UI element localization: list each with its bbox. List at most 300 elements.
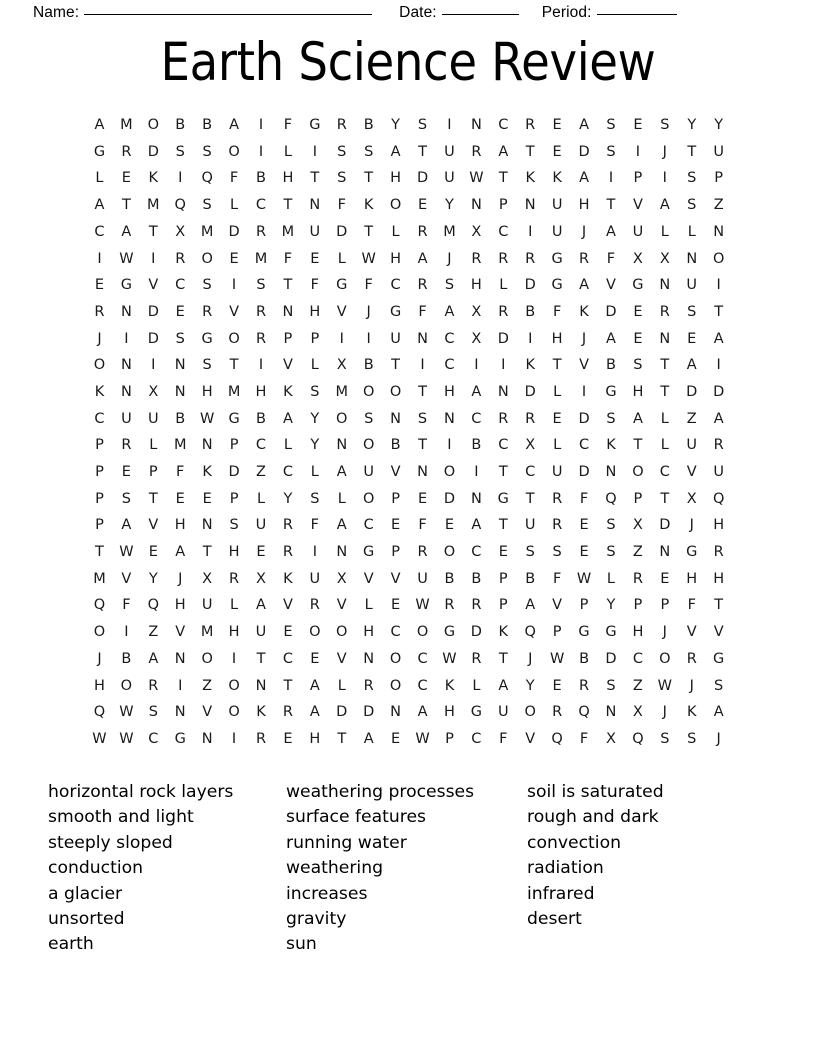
word-list-item[interactable]: increases	[286, 883, 368, 904]
grid-cell[interactable]: P	[229, 490, 239, 507]
grid-cell[interactable]: S	[687, 197, 697, 214]
grid-cell[interactable]: R	[552, 490, 563, 507]
grid-cell[interactable]: E	[310, 650, 320, 667]
grid-cell[interactable]: A	[94, 117, 105, 134]
grid-cell[interactable]: E	[552, 677, 562, 694]
grid-cell[interactable]: H	[713, 570, 725, 587]
grid-cell[interactable]: Y	[148, 570, 158, 587]
grid-cell[interactable]: O	[659, 650, 671, 667]
grid-cell[interactable]: R	[713, 437, 724, 454]
grid-cell[interactable]: Y	[310, 437, 320, 454]
grid-cell[interactable]: F	[364, 277, 373, 294]
grid-cell[interactable]: H	[228, 544, 240, 561]
grid-cell[interactable]: O	[309, 624, 321, 641]
grid-cell[interactable]: J	[447, 250, 452, 267]
grid-cell[interactable]: T	[337, 730, 347, 747]
grid-cell[interactable]: D	[578, 143, 590, 160]
grid-cell[interactable]: M	[200, 624, 214, 641]
grid-cell[interactable]: S	[202, 143, 212, 160]
grid-cell[interactable]: Y	[283, 490, 293, 507]
grid-cell[interactable]: D	[416, 170, 429, 187]
grid-cell[interactable]: O	[443, 464, 456, 481]
grid-cell[interactable]: C	[471, 730, 482, 747]
grid-cell[interactable]: O	[712, 250, 725, 267]
grid-cell[interactable]: T	[418, 143, 427, 160]
grid-cell[interactable]: E	[202, 490, 212, 507]
grid-cell[interactable]: R	[255, 303, 267, 320]
grid-cell[interactable]: A	[579, 170, 590, 187]
grid-cell[interactable]: C	[390, 277, 401, 294]
grid-cell[interactable]: L	[472, 677, 481, 694]
grid-cell[interactable]: T	[552, 357, 562, 374]
grid-cell[interactable]: O	[389, 677, 402, 694]
grid-cell[interactable]: O	[336, 410, 348, 427]
grid-cell[interactable]: Z	[713, 197, 724, 214]
grid-cell[interactable]: G	[578, 624, 590, 641]
grid-cell[interactable]: L	[553, 383, 562, 400]
grid-cell[interactable]: J	[97, 650, 102, 667]
grid-cell[interactable]: V	[336, 597, 347, 614]
grid-cell[interactable]: N	[255, 677, 267, 694]
grid-cell[interactable]: A	[713, 410, 724, 427]
grid-cell[interactable]: E	[391, 597, 401, 614]
grid-cell[interactable]: I	[151, 357, 156, 374]
grid-cell[interactable]: T	[714, 303, 724, 320]
grid-cell[interactable]: W	[549, 650, 565, 667]
word-list-item[interactable]: convection	[527, 832, 621, 853]
grid-cell[interactable]: S	[417, 117, 428, 134]
grid-cell[interactable]: U	[444, 170, 455, 187]
grid-cell[interactable]: C	[471, 544, 482, 561]
grid-cell[interactable]: H	[632, 383, 644, 400]
grid-cell[interactable]: S	[687, 730, 697, 747]
grid-cell[interactable]: A	[148, 650, 159, 667]
grid-cell[interactable]: A	[336, 517, 347, 534]
grid-cell[interactable]: H	[282, 170, 294, 187]
grid-cell[interactable]: Q	[712, 490, 725, 507]
grid-cell[interactable]: W	[576, 570, 592, 587]
grid-cell[interactable]: N	[201, 437, 213, 454]
grid-cell[interactable]: A	[632, 410, 643, 427]
grid-cell[interactable]: G	[686, 544, 698, 561]
grid-cell[interactable]: P	[283, 330, 293, 347]
grid-cell[interactable]: H	[551, 330, 563, 347]
grid-cell[interactable]: C	[363, 517, 374, 534]
grid-cell[interactable]: F	[310, 517, 319, 534]
grid-cell[interactable]: Q	[174, 197, 186, 214]
grid-cell[interactable]: N	[605, 704, 617, 721]
grid-cell[interactable]: J	[581, 330, 587, 347]
grid-cell[interactable]: B	[444, 570, 455, 587]
grid-cell[interactable]: E	[256, 544, 266, 561]
grid-cell[interactable]: D	[686, 383, 698, 400]
grid-cell[interactable]: D	[443, 490, 456, 507]
grid-cell[interactable]: W	[415, 730, 430, 747]
grid-cell[interactable]: I	[178, 677, 183, 694]
grid-cell[interactable]: O	[93, 624, 106, 641]
grid-cell[interactable]: C	[255, 437, 267, 454]
grid-cell[interactable]: U	[121, 410, 132, 427]
grid-cell[interactable]: E	[175, 490, 185, 507]
grid-cell[interactable]: R	[94, 303, 105, 320]
grid-cell[interactable]: E	[121, 464, 131, 481]
grid-cell[interactable]: S	[606, 677, 616, 694]
grid-cell[interactable]: H	[443, 704, 455, 721]
grid-cell[interactable]: R	[282, 544, 293, 561]
grid-cell[interactable]: F	[337, 197, 346, 214]
grid-cell[interactable]: S	[552, 544, 562, 561]
grid-cell[interactable]: W	[415, 597, 430, 614]
grid-cell[interactable]: A	[713, 330, 724, 347]
grid-cell[interactable]: P	[391, 544, 400, 561]
grid-cell[interactable]: J	[689, 677, 694, 694]
grid-cell[interactable]: E	[391, 730, 401, 747]
grid-cell[interactable]: N	[120, 303, 132, 320]
grid-cell[interactable]: U	[417, 570, 428, 587]
grid-cell[interactable]: H	[309, 303, 321, 320]
grid-cell[interactable]: T	[525, 143, 535, 160]
grid-cell[interactable]: C	[659, 464, 670, 481]
word-list-item[interactable]: running water	[286, 832, 407, 853]
grid-cell[interactable]: B	[175, 410, 186, 427]
grid-cell[interactable]: V	[121, 570, 132, 587]
grid-cell[interactable]: N	[363, 650, 375, 667]
word-list-item[interactable]: gravity	[286, 909, 347, 930]
grid-cell[interactable]: O	[336, 624, 348, 641]
grid-cell[interactable]: A	[309, 677, 320, 694]
grid-cell[interactable]: B	[471, 570, 482, 587]
grid-cell[interactable]: S	[202, 197, 212, 214]
grid-cell[interactable]: V	[579, 357, 590, 374]
grid-cell[interactable]: C	[175, 277, 186, 294]
grid-cell[interactable]: R	[175, 250, 186, 267]
grid-cell[interactable]: I	[447, 117, 452, 134]
grid-cell[interactable]: W	[199, 410, 215, 427]
grid-cell[interactable]: T	[498, 517, 508, 534]
grid-cell[interactable]: H	[309, 730, 321, 747]
grid-cell[interactable]: S	[256, 277, 266, 294]
grid-cell[interactable]: U	[390, 330, 401, 347]
grid-cell[interactable]: V	[390, 464, 401, 481]
grid-cell[interactable]: N	[659, 330, 671, 347]
grid-cell[interactable]: A	[444, 303, 455, 320]
grid-cell[interactable]: T	[660, 490, 670, 507]
grid-cell[interactable]: L	[310, 464, 319, 481]
grid-cell[interactable]: A	[686, 357, 697, 374]
grid-cell[interactable]: X	[686, 490, 697, 507]
grid-cell[interactable]: C	[417, 677, 428, 694]
grid-cell[interactable]: U	[309, 570, 321, 587]
grid-cell[interactable]: T	[148, 223, 158, 240]
grid-cell[interactable]: N	[336, 544, 348, 561]
grid-cell[interactable]: C	[282, 464, 293, 481]
grid-cell[interactable]: F	[552, 303, 562, 320]
grid-cell[interactable]: P	[498, 197, 508, 214]
grid-cell[interactable]: X	[336, 357, 347, 374]
grid-cell[interactable]: M	[254, 250, 268, 267]
grid-cell[interactable]: L	[95, 170, 104, 187]
grid-cell[interactable]: X	[606, 730, 616, 747]
grid-cell[interactable]: V	[336, 303, 347, 320]
grid-cell[interactable]: E	[633, 303, 643, 320]
grid-cell[interactable]: I	[124, 330, 129, 347]
grid-cell[interactable]: I	[231, 730, 237, 747]
grid-cell[interactable]: T	[364, 170, 374, 187]
grid-cell[interactable]: P	[95, 517, 104, 534]
grid-cell[interactable]: I	[474, 464, 479, 481]
grid-cell[interactable]: I	[447, 437, 452, 454]
grid-cell[interactable]: D	[713, 383, 725, 400]
grid-cell[interactable]: G	[363, 544, 375, 561]
grid-cell[interactable]: S	[148, 704, 158, 721]
grid-cell[interactable]: W	[361, 250, 376, 267]
grid-cell[interactable]: R	[552, 517, 563, 534]
grid-cell[interactable]: L	[660, 410, 669, 427]
grid-cell[interactable]: F	[552, 570, 562, 587]
grid-cell[interactable]: D	[578, 464, 590, 481]
grid-cell[interactable]: R	[498, 303, 509, 320]
grid-cell[interactable]: W	[119, 250, 134, 267]
grid-cell[interactable]: U	[524, 517, 536, 534]
grid-cell[interactable]: R	[686, 650, 697, 667]
grid-cell[interactable]: P	[633, 490, 643, 507]
grid-cell[interactable]: T	[606, 197, 616, 214]
grid-cell[interactable]: P	[552, 624, 562, 641]
grid-cell[interactable]: S	[606, 517, 616, 534]
grid-cell[interactable]: V	[525, 730, 536, 747]
grid-cell[interactable]: S	[417, 410, 428, 427]
grid-cell[interactable]: E	[283, 624, 293, 641]
grid-cell[interactable]: H	[686, 570, 698, 587]
grid-cell[interactable]: I	[151, 250, 156, 267]
grid-cell[interactable]: A	[390, 143, 401, 160]
grid-cell[interactable]: R	[471, 650, 482, 667]
grid-cell[interactable]: I	[608, 170, 614, 187]
grid-cell[interactable]: J	[689, 517, 694, 534]
grid-cell[interactable]: Q	[93, 597, 106, 614]
grid-cell[interactable]: Q	[605, 490, 617, 507]
grid-cell[interactable]: A	[175, 544, 186, 561]
grid-cell[interactable]: D	[605, 303, 617, 320]
grid-cell[interactable]: R	[309, 597, 320, 614]
grid-cell[interactable]: N	[174, 383, 186, 400]
grid-cell[interactable]: O	[443, 544, 456, 561]
grid-cell[interactable]: R	[255, 730, 267, 747]
grid-cell[interactable]: I	[258, 117, 264, 134]
grid-cell[interactable]: C	[632, 650, 643, 667]
grid-cell[interactable]: L	[230, 597, 239, 614]
grid-cell[interactable]: F	[418, 517, 427, 534]
grid-cell[interactable]: N	[470, 117, 482, 134]
grid-cell[interactable]: A	[498, 143, 509, 160]
grid-cell[interactable]: R	[498, 250, 509, 267]
grid-cell[interactable]: U	[497, 704, 509, 721]
grid-cell[interactable]: U	[686, 277, 698, 294]
grid-cell[interactable]: O	[389, 197, 402, 214]
grid-cell[interactable]: M	[147, 197, 160, 214]
grid-cell[interactable]: A	[659, 197, 670, 214]
grid-cell[interactable]: X	[471, 303, 482, 320]
grid-cell[interactable]: H	[255, 383, 267, 400]
grid-cell[interactable]: I	[231, 277, 237, 294]
grid-cell[interactable]: I	[258, 357, 264, 374]
grid-cell[interactable]: R	[202, 303, 213, 320]
grid-cell[interactable]: I	[501, 357, 506, 374]
grid-cell[interactable]: A	[282, 410, 293, 427]
grid-cell[interactable]: T	[256, 650, 266, 667]
grid-cell[interactable]: S	[606, 410, 616, 427]
grid-cell[interactable]: I	[528, 223, 533, 240]
grid-cell[interactable]: Q	[201, 170, 213, 187]
grid-cell[interactable]: X	[175, 223, 186, 240]
grid-cell[interactable]: F	[283, 117, 293, 134]
grid-cell[interactable]: D	[497, 330, 509, 347]
grid-cell[interactable]: N	[390, 410, 402, 427]
grid-cell[interactable]: S	[364, 410, 374, 427]
grid-cell[interactable]: T	[364, 223, 374, 240]
grid-cell[interactable]: H	[470, 277, 482, 294]
grid-cell[interactable]: P	[310, 330, 320, 347]
grid-cell[interactable]: L	[660, 437, 669, 454]
grid-cell[interactable]: F	[122, 597, 131, 614]
grid-cell[interactable]: T	[283, 677, 293, 694]
grid-cell[interactable]: O	[362, 437, 375, 454]
grid-cell[interactable]: N	[282, 303, 294, 320]
grid-cell[interactable]: C	[417, 650, 428, 667]
grid-cell[interactable]: A	[713, 704, 724, 721]
grid-cell[interactable]: W	[119, 544, 134, 561]
grid-cell[interactable]: U	[255, 517, 267, 534]
grid-cell[interactable]: B	[390, 437, 401, 454]
grid-cell[interactable]: A	[525, 597, 536, 614]
grid-cell[interactable]: K	[148, 170, 159, 187]
grid-cell[interactable]: K	[525, 357, 535, 374]
grid-cell[interactable]: E	[552, 117, 562, 134]
grid-cell[interactable]: R	[579, 250, 590, 267]
grid-cell[interactable]: F	[310, 277, 319, 294]
grid-cell[interactable]: H	[632, 624, 644, 641]
grid-cell[interactable]: R	[471, 143, 482, 160]
grid-cell[interactable]: M	[443, 223, 456, 240]
grid-cell[interactable]: W	[119, 730, 134, 747]
grid-cell[interactable]: D	[363, 704, 375, 721]
grid-cell[interactable]: V	[632, 197, 643, 214]
grid-cell[interactable]: T	[418, 437, 427, 454]
grid-cell[interactable]: Q	[578, 704, 590, 721]
word-list-item[interactable]: horizontal rock layers	[48, 782, 234, 802]
grid-cell[interactable]: U	[551, 464, 563, 481]
grid-cell[interactable]: L	[283, 143, 292, 160]
grid-cell[interactable]: A	[606, 223, 616, 240]
grid-cell[interactable]: H	[578, 197, 590, 214]
grid-cell[interactable]: E	[148, 544, 158, 561]
grid-cell[interactable]: V	[686, 624, 697, 641]
grid-cell[interactable]: S	[714, 677, 724, 694]
grid-cell[interactable]: V	[336, 650, 347, 667]
grid-cell[interactable]: P	[445, 730, 454, 747]
grid-cell[interactable]: D	[578, 410, 590, 427]
grid-cell[interactable]: R	[525, 117, 536, 134]
grid-cell[interactable]: D	[147, 330, 159, 347]
grid-cell[interactable]: L	[337, 250, 346, 267]
grid-cell[interactable]: X	[256, 570, 266, 587]
grid-cell[interactable]: Y	[525, 677, 535, 694]
grid-cell[interactable]: K	[256, 704, 266, 721]
grid-cell[interactable]: T	[633, 437, 643, 454]
grid-cell[interactable]: D	[228, 464, 240, 481]
grid-cell[interactable]: V	[175, 624, 186, 641]
grid-cell[interactable]: E	[94, 277, 105, 294]
grid-cell[interactable]: N	[659, 277, 671, 294]
grid-cell[interactable]: S	[202, 357, 212, 374]
grid-cell[interactable]: A	[363, 730, 374, 747]
word-list-item[interactable]: smooth and light	[48, 807, 194, 828]
grid-cell[interactable]: S	[310, 383, 320, 400]
grid-cell[interactable]: N	[417, 330, 428, 347]
grid-cell[interactable]: I	[124, 624, 129, 641]
name-blank-line[interactable]	[84, 14, 372, 15]
grid-cell[interactable]: T	[310, 170, 320, 187]
grid-cell[interactable]: K	[525, 170, 535, 187]
grid-cell[interactable]: G	[632, 277, 644, 294]
grid-cell[interactable]: C	[390, 624, 401, 641]
grid-cell[interactable]: O	[147, 117, 160, 134]
grid-cell[interactable]: U	[686, 437, 698, 454]
grid-cell[interactable]: J	[366, 303, 371, 320]
grid-cell[interactable]: T	[229, 357, 239, 374]
grid-cell[interactable]: R	[148, 677, 159, 694]
date-blank-line[interactable]	[442, 14, 519, 15]
grid-cell[interactable]: E	[633, 117, 643, 134]
grid-cell[interactable]: X	[632, 517, 643, 534]
grid-cell[interactable]: T	[498, 170, 508, 187]
grid-cell[interactable]: H	[390, 170, 402, 187]
grid-cell[interactable]: I	[178, 170, 183, 187]
grid-cell[interactable]: O	[228, 330, 240, 347]
grid-cell[interactable]: N	[497, 383, 509, 400]
grid-cell[interactable]: P	[95, 464, 104, 481]
grid-cell[interactable]: P	[498, 570, 508, 587]
grid-cell[interactable]: O	[524, 704, 536, 721]
grid-cell[interactable]: D	[605, 650, 617, 667]
grid-cell[interactable]: N	[659, 544, 671, 561]
grid-cell[interactable]: G	[605, 383, 617, 400]
grid-cell[interactable]: N	[605, 464, 617, 481]
grid-cell[interactable]: Z	[686, 410, 697, 427]
grid-cell[interactable]: P	[95, 490, 104, 507]
grid-cell[interactable]: A	[417, 250, 428, 267]
grid-cell[interactable]: R	[471, 250, 482, 267]
grid-cell[interactable]: T	[714, 597, 724, 614]
grid-cell[interactable]: B	[256, 170, 266, 187]
grid-cell[interactable]: L	[687, 223, 696, 240]
grid-cell[interactable]: D	[524, 277, 536, 294]
grid-cell[interactable]: C	[498, 437, 509, 454]
grid-cell[interactable]: O	[201, 250, 213, 267]
grid-cell[interactable]: S	[337, 143, 347, 160]
grid-cell[interactable]: M	[120, 117, 133, 134]
grid-cell[interactable]: M	[200, 223, 214, 240]
grid-cell[interactable]: H	[390, 250, 402, 267]
grid-cell[interactable]: M	[93, 570, 106, 587]
grid-cell[interactable]: C	[471, 410, 482, 427]
grid-cell[interactable]: X	[471, 330, 482, 347]
grid-cell[interactable]: E	[391, 517, 401, 534]
grid-cell[interactable]: R	[579, 677, 590, 694]
grid-cell[interactable]: Z	[202, 677, 213, 694]
grid-cell[interactable]: R	[471, 597, 482, 614]
grid-cell[interactable]: C	[94, 223, 105, 240]
